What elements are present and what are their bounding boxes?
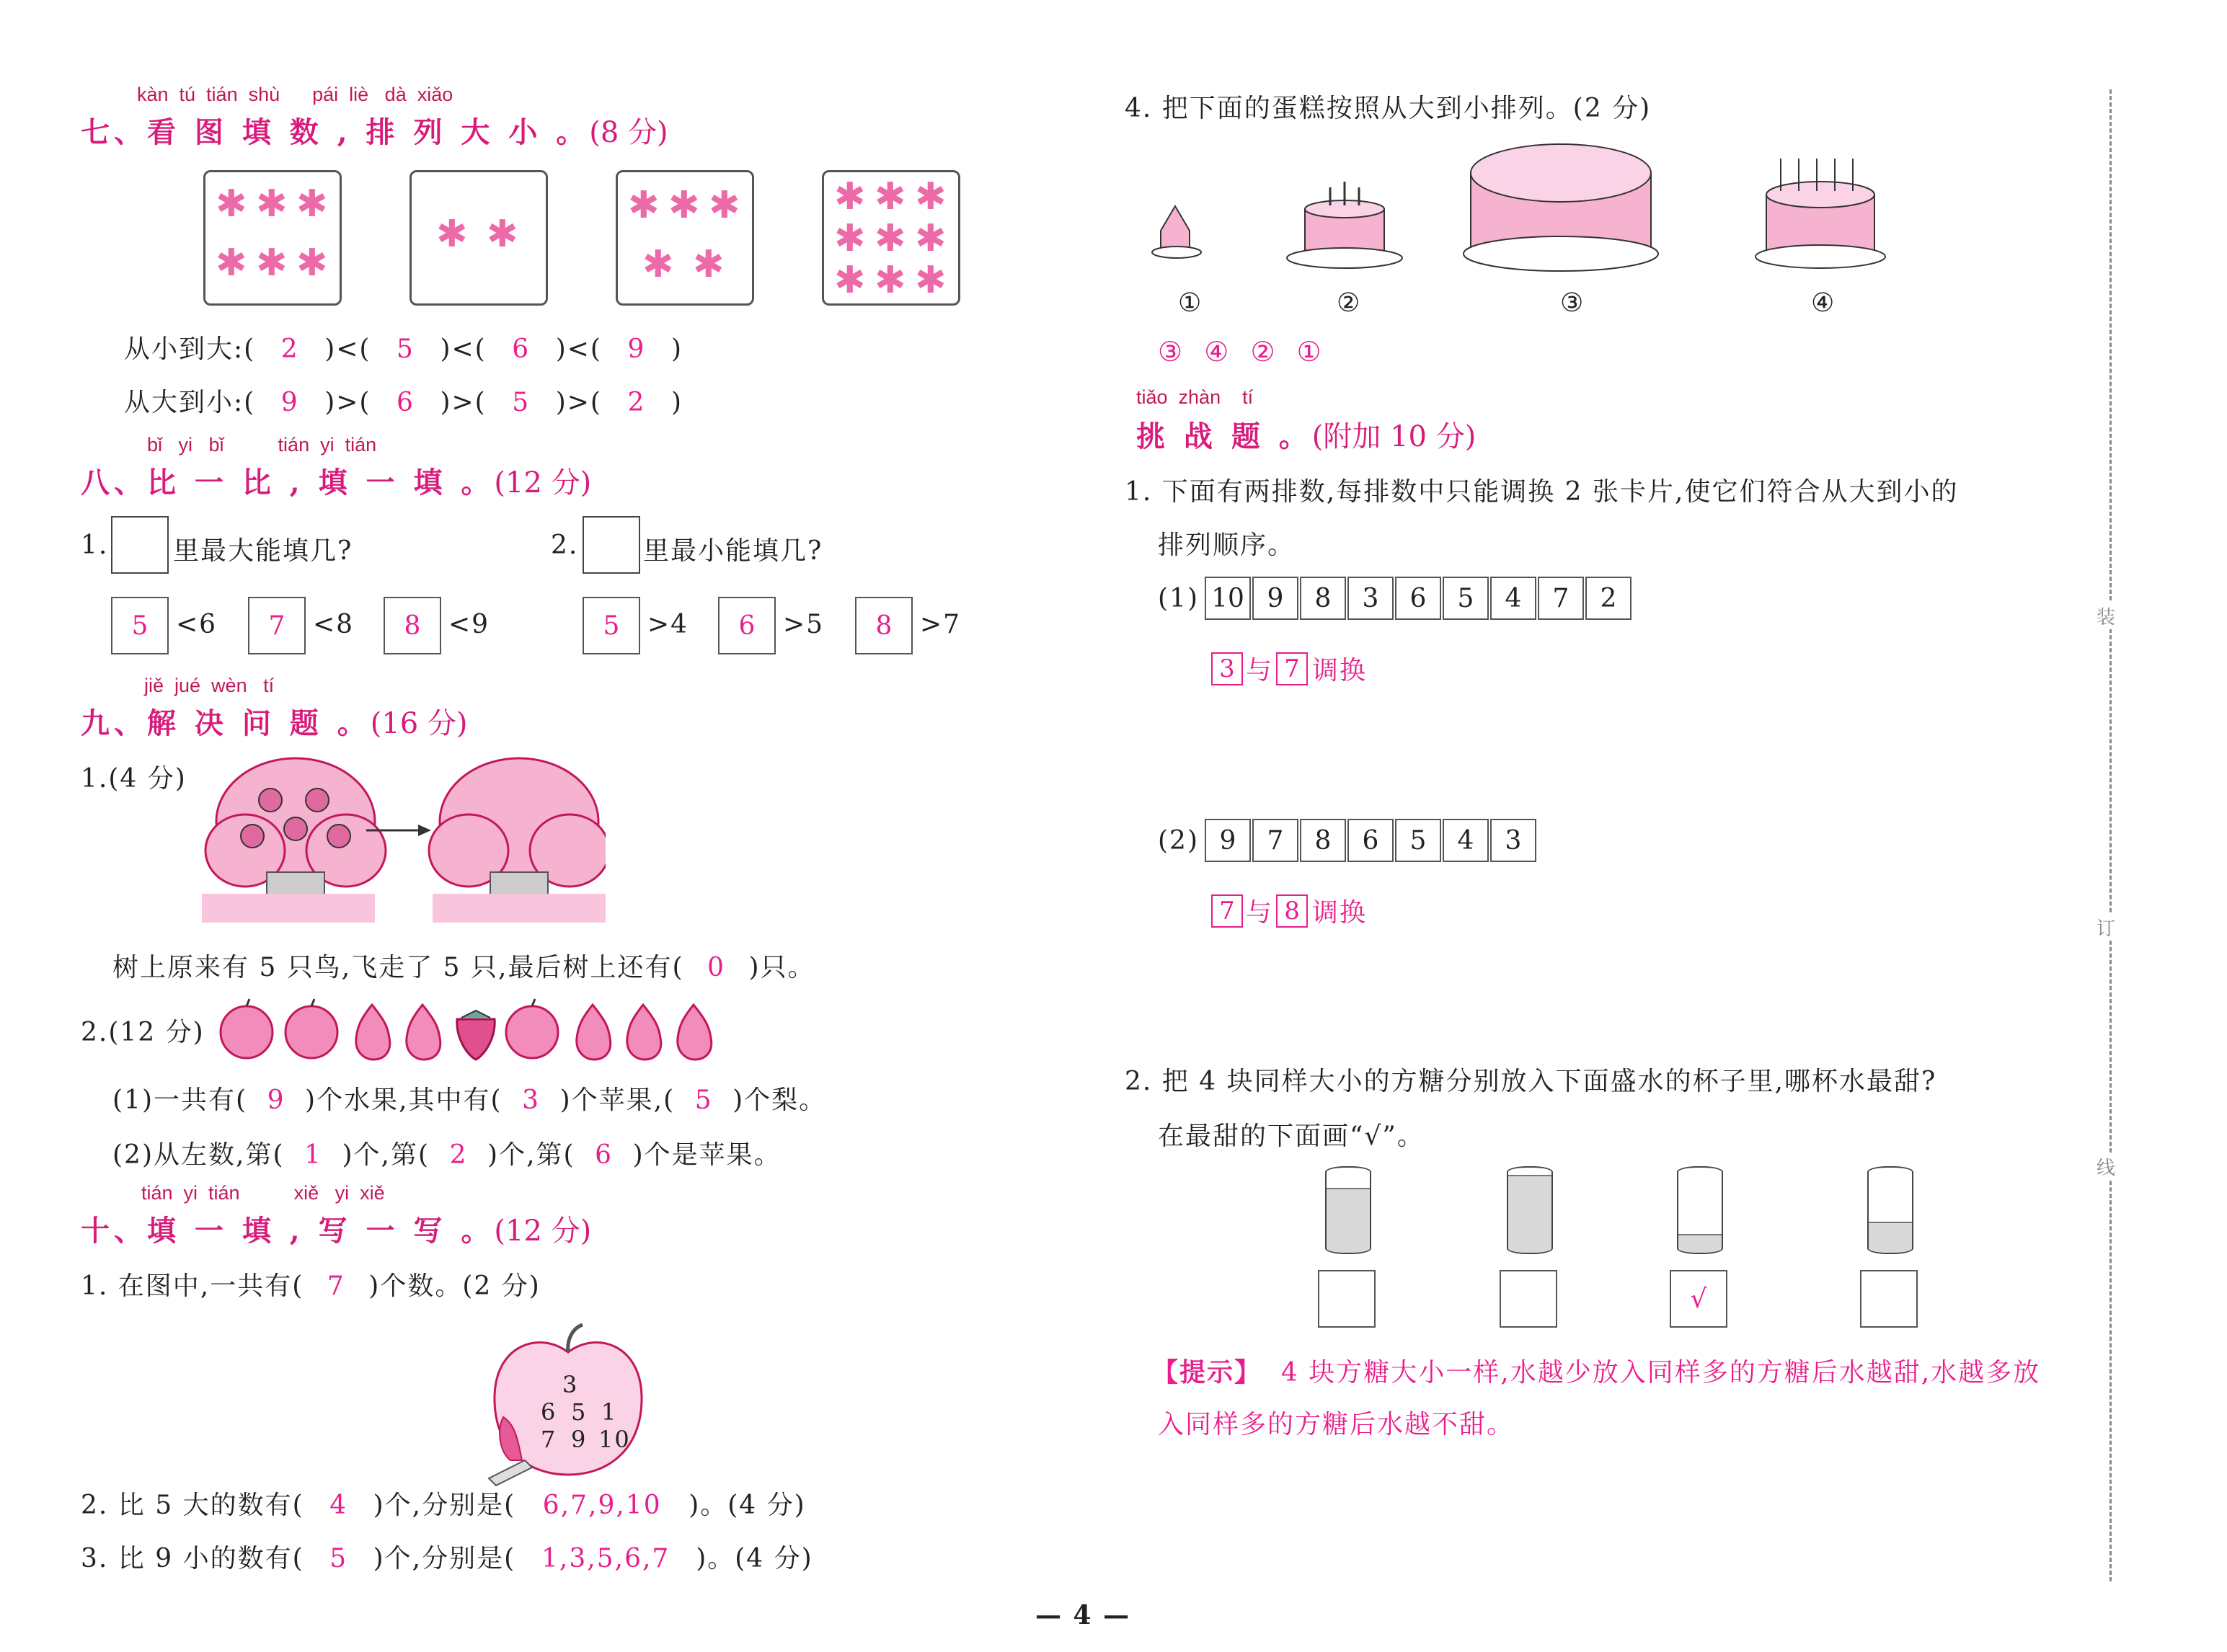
answer-box: 8: [384, 597, 441, 654]
answer-box: 6: [718, 597, 776, 654]
relation-text: <9: [448, 610, 490, 639]
c1-line1: 1. 下面有两排数,每排数中只能调换 2 张卡片,使它们符合从大到小的: [1125, 477, 1959, 507]
q1-text-end: )只。: [748, 953, 815, 982]
starfish-icon: ✱: [642, 243, 674, 286]
sec8-title: [81, 460, 591, 501]
number-card: 5: [1395, 819, 1441, 862]
sec9-pinyin: jiě jué wèn tí: [144, 675, 275, 696]
sec9-q2-1: [112, 1080, 826, 1116]
text: )。(4 分): [696, 1544, 813, 1573]
text: )个,分别是(: [373, 1491, 516, 1520]
pear-icon: [407, 1005, 440, 1060]
starfish-icon: ✱: [693, 243, 725, 286]
sec8-pinyin: bǐ yi bǐ tián yi tián: [147, 434, 377, 456]
sec10-q1: [81, 1266, 541, 1302]
sec10-pinyin: tián yi tián xiě yi xiě: [141, 1182, 385, 1204]
water-cup-3: [1677, 1166, 1723, 1254]
cakes-illustration: [1146, 137, 1911, 281]
answer: 7: [327, 1271, 345, 1301]
starfish-box-3: [616, 170, 754, 306]
sec7-order-desc: 从大到小:( 9 )>( 6 )>( 5 )>( 2 ): [124, 388, 683, 417]
text: )个,分别是(: [373, 1544, 516, 1573]
starfish-icon: ✱: [216, 182, 247, 226]
sec7-title-text: 七、看 图 填 数 , 排 列 大 小 。: [81, 115, 590, 149]
answer: 1: [304, 1140, 322, 1170]
row2-swap: [1211, 892, 1367, 929]
starfish-icon: ✱: [296, 241, 328, 285]
apple-number-figure: [482, 1323, 655, 1489]
water-level: [1678, 1234, 1722, 1253]
number-card: 7: [1538, 577, 1584, 620]
sec9-title-text: 九、解 决 问 题 。: [81, 706, 371, 740]
text: )个苹果,(: [559, 1085, 676, 1115]
q4-answer: ③ ④ ② ①: [1158, 336, 1323, 368]
starfish-icon: ✱: [834, 259, 866, 302]
text: )个水果,其中有(: [305, 1085, 502, 1115]
relation-text: >4: [647, 610, 689, 639]
starfish-icon: ✱: [436, 213, 468, 256]
sec9-q2-label: 2.(12 分): [81, 1018, 205, 1047]
answer: 9: [280, 388, 299, 417]
swap-box: 7: [1211, 894, 1243, 928]
answer-box: 8: [855, 597, 913, 654]
hint-line2: 入同样多的方糖后水越不甜。: [1158, 1410, 1515, 1439]
starfish-icon: ✱: [256, 182, 288, 226]
apple-number: 7: [541, 1426, 557, 1453]
number-card: 3: [1347, 577, 1394, 620]
hint-label: 【提示】: [1152, 1357, 1262, 1387]
starfish-icon: ✱: [668, 184, 700, 227]
number-card: 8: [1300, 819, 1346, 862]
sec9-q1-sentence: [112, 947, 815, 984]
swap-word: 调换: [1312, 898, 1368, 928]
starfish-icon: ✱: [915, 175, 947, 218]
answer-box: 7: [248, 597, 306, 654]
tall-cake-icon: [1756, 159, 1885, 268]
starfish-icon: ✱: [216, 241, 247, 285]
margin-char: 订: [2097, 914, 2115, 941]
answer: 2: [449, 1140, 468, 1170]
text: 1. 在图中,一共有(: [81, 1271, 304, 1301]
sec8-q1-text: 里最大能填几?: [173, 536, 353, 566]
cup-answer-box: [1318, 1270, 1376, 1328]
sec8-q2-num: 2.: [551, 530, 579, 560]
sec8-score: (12 分): [494, 466, 592, 499]
answer-box: 5: [111, 597, 169, 654]
row2: [1158, 819, 1538, 862]
hint-text: 4 块方糖大小一样,水越少放入同样多的方糖后水越甜,水越多放: [1280, 1358, 2041, 1387]
apple-icon: [285, 999, 337, 1058]
large-cake-icon: [1464, 144, 1658, 271]
number-card: 6: [1395, 577, 1441, 620]
number-card: 4: [1490, 577, 1536, 620]
water-cup-1: [1325, 1166, 1371, 1254]
apple-icon: [221, 999, 273, 1058]
answer: 5: [512, 388, 531, 417]
sec7-score: (8 分): [589, 116, 668, 149]
margin-char: 装: [2097, 603, 2115, 629]
answer: 5: [397, 334, 415, 364]
binding-dashed-line: [2109, 89, 2112, 1581]
hint-line1: [1152, 1352, 2040, 1389]
blank-box: [111, 516, 169, 574]
cake-label-3: ③: [1560, 288, 1585, 318]
starfish-box-1: [203, 170, 342, 306]
starfish-icon: ✱: [875, 259, 906, 302]
number-card: 8: [1300, 577, 1346, 620]
cake-slice-icon: [1152, 206, 1201, 258]
tree-birds-illustration: [202, 750, 606, 923]
sec9-q1-label: 1.(4 分): [81, 764, 187, 794]
swap-word: 调换: [1312, 656, 1368, 685]
challenge-pinyin: tiǎo zhàn tí: [1136, 386, 1254, 408]
text: (1)一共有(: [112, 1085, 248, 1115]
water-level: [1508, 1175, 1551, 1253]
starfish-box-2: [409, 170, 548, 306]
margin-char: 线: [2097, 1153, 2115, 1180]
number-card: 4: [1443, 819, 1489, 862]
swap-box: 8: [1276, 894, 1308, 928]
sec10-q2: [81, 1485, 806, 1522]
text: )个,第(: [487, 1140, 575, 1170]
answer: 5: [329, 1544, 348, 1573]
sec7-title: [81, 110, 668, 151]
answer: 6: [512, 334, 531, 364]
row1: [1158, 577, 1633, 620]
number-card: 3: [1490, 819, 1536, 862]
starfish-icon: ✱: [628, 184, 660, 227]
sec9-title: [81, 701, 468, 742]
number-card: 9: [1252, 577, 1298, 620]
cup-answer-box: [1500, 1270, 1557, 1328]
strawberry-icon: [457, 1011, 495, 1060]
starfish-icon: ✱: [875, 175, 906, 218]
apple-outline-icon: [482, 1323, 655, 1489]
number-card: 6: [1347, 819, 1394, 862]
answer: 9: [267, 1085, 285, 1115]
pear-icon: [627, 1005, 661, 1060]
text: (2)从左数,第(: [112, 1140, 285, 1170]
apple-number: 9: [571, 1426, 588, 1453]
fruit-row: [216, 998, 721, 1062]
apple-number: 10: [598, 1426, 631, 1453]
cup-answer-box: [1860, 1270, 1918, 1328]
water-level: [1869, 1222, 1912, 1253]
swap-and: 与: [1246, 656, 1274, 685]
starfish-icon: ✱: [915, 217, 947, 260]
cake-label-4: ④: [1811, 288, 1836, 318]
number-card: 5: [1443, 577, 1489, 620]
sec10-score: (12 分): [494, 1214, 592, 1248]
c1-line2: 排列顺序。: [1158, 530, 1296, 560]
apple-icon: [506, 999, 558, 1058]
starfish-box-4: [822, 170, 960, 306]
sec10-title: [81, 1208, 591, 1249]
starfish-icon: ✱: [709, 184, 740, 227]
pear-icon: [577, 1005, 611, 1060]
number-card: 10: [1205, 577, 1251, 620]
small-cake-icon: [1287, 182, 1402, 268]
answer: 2: [280, 334, 299, 364]
swap-box: 3: [1211, 652, 1243, 685]
answer: 1,3,5,6,7: [541, 1544, 670, 1573]
challenge-score: (附加 10 分): [1311, 420, 1476, 453]
answer: 6: [397, 388, 415, 417]
sec9-q2-2: [112, 1134, 782, 1171]
text: )个数。(2 分): [368, 1271, 541, 1301]
sec9-score: (16 分): [370, 707, 468, 740]
starfish-icon: ✱: [834, 217, 866, 260]
starfish-icon: ✱: [487, 213, 518, 256]
tree-with-birds: [202, 758, 386, 923]
sec8-q1-num: 1.: [81, 530, 109, 560]
starfish-icon: ✱: [875, 217, 906, 260]
page-number: — 4 —: [1035, 1600, 1131, 1630]
row2-label: (2): [1158, 825, 1199, 856]
row1-swap: [1211, 650, 1367, 687]
q1-text: 树上原来有 5 只鸟,飞走了 5 只,最后树上还有(: [112, 953, 684, 982]
order-asc-label: 从小到大:: [124, 334, 244, 364]
swap-box: 7: [1276, 652, 1308, 685]
starfish-icon: ✱: [834, 175, 866, 218]
answer: 2: [627, 388, 646, 417]
answer: 5: [694, 1085, 713, 1115]
sec10-title-text: 十、填 一 填 , 写 一 写 。: [81, 1214, 495, 1248]
tree-empty: [429, 758, 606, 923]
sec7-pinyin: kàn tú tián shù pái liè dà xiǎo: [137, 84, 453, 105]
water-level: [1327, 1188, 1370, 1253]
water-cup-2: [1507, 1166, 1553, 1254]
challenge-title-text: 挑 战 题 。: [1136, 419, 1312, 453]
starfish-icon: ✱: [256, 241, 288, 285]
answer: 3: [522, 1085, 541, 1115]
number-card: 2: [1585, 577, 1631, 620]
answer-box: 5: [583, 597, 640, 654]
relation-text: >7: [920, 610, 962, 639]
sec10-q3: [81, 1538, 813, 1575]
swap-and: 与: [1246, 898, 1274, 928]
blank-box: [583, 516, 640, 574]
text: )个,第(: [342, 1140, 430, 1170]
text: 3. 比 9 小的数有(: [81, 1544, 304, 1573]
challenge-title: [1136, 414, 1476, 455]
relation-text: <8: [313, 610, 355, 639]
answer: 9: [627, 334, 646, 364]
starfish-icon: ✱: [915, 259, 947, 302]
c2-line1: 2. 把 4 块同样大小的方糖分别放入下面盛水的杯子里,哪杯水最甜?: [1125, 1067, 1937, 1096]
sec8-q2-text: 里最小能填几?: [643, 536, 823, 566]
cake-label-1: ①: [1178, 288, 1203, 318]
number-card: 7: [1252, 819, 1298, 862]
pear-icon: [356, 1005, 390, 1060]
relation-text: <6: [176, 610, 218, 639]
sec8-title-text: 八、比 一 比 , 填 一 填 。: [81, 466, 495, 499]
q4-text: 4. 把下面的蛋糕按照从大到小排列。(2 分): [1125, 94, 1652, 123]
cup-answer-box: √: [1670, 1270, 1727, 1328]
text: )个梨。: [732, 1085, 827, 1115]
c2-line2: 在最甜的下面画“√”。: [1158, 1122, 1425, 1151]
text: )。(4 分): [689, 1491, 806, 1520]
starfish-icon: ✱: [296, 182, 328, 226]
order-desc-label: 从大到小:: [124, 388, 244, 417]
relation-text: >5: [783, 610, 825, 639]
apple-number: 1: [601, 1398, 618, 1426]
answer: 0: [707, 953, 725, 982]
apple-number: 6: [541, 1398, 557, 1426]
answer: 6: [595, 1140, 614, 1170]
cake-label-2: ②: [1337, 288, 1362, 318]
sec7-order-asc: 从小到大:( 2 )<( 5 )<( 6 )<( 9 ): [124, 334, 683, 364]
text: 2. 比 5 大的数有(: [81, 1491, 304, 1520]
answer: 4: [329, 1491, 348, 1520]
apple-number: 3: [562, 1371, 579, 1398]
answer: 6,7,9,10: [542, 1491, 662, 1520]
number-card: 9: [1205, 819, 1251, 862]
pear-icon: [678, 1005, 712, 1060]
water-cup-4: [1867, 1166, 1913, 1254]
text: )个是苹果。: [632, 1140, 782, 1170]
row1-label: (1): [1158, 583, 1199, 613]
apple-number: 5: [571, 1398, 588, 1426]
